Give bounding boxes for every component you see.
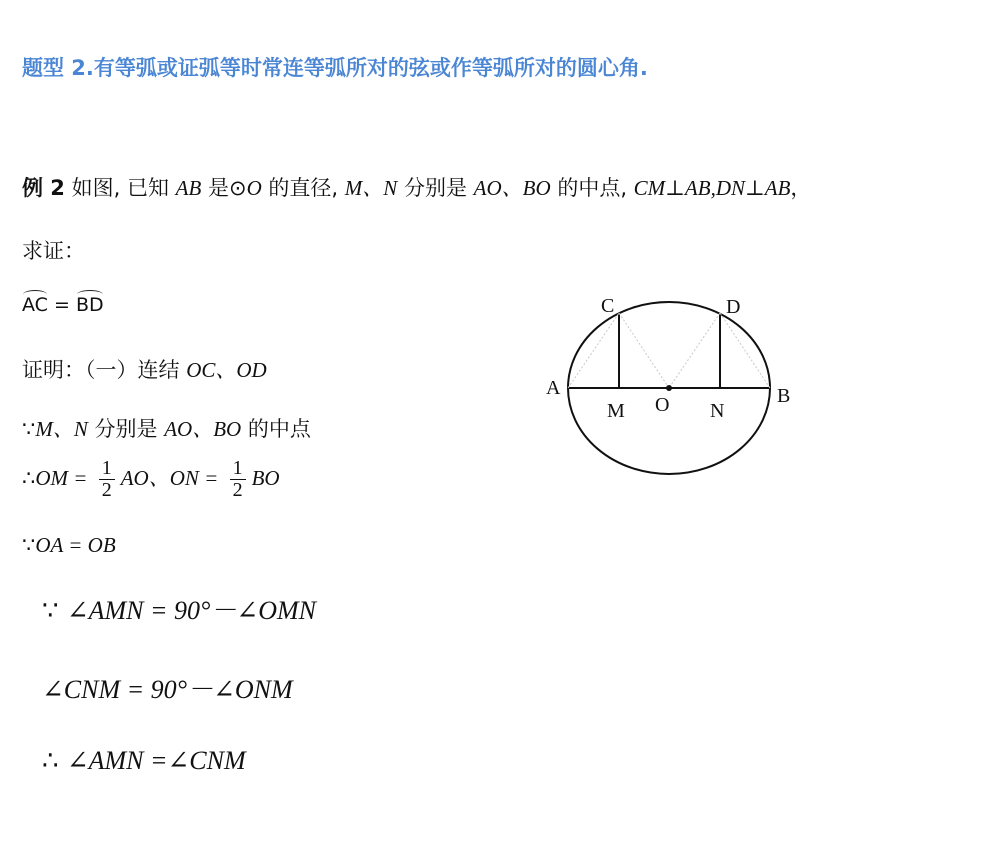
circle-figure — [540, 285, 810, 485]
proof-step-2-text: 分别是 — [87, 417, 165, 441]
prove-label: 求证： — [22, 239, 85, 263]
problem-math-ab: AB — [175, 176, 202, 200]
because-symbol: ∵ — [22, 417, 36, 441]
fraction-denominator: 2 — [232, 479, 243, 501]
proof-step-2-math-2: AO、BO — [164, 417, 242, 441]
proof-step-7 — [42, 746, 246, 776]
label-n: N — [710, 400, 725, 422]
goal-statement — [22, 290, 104, 316]
problem-math-aobo: AO、BO — [473, 176, 551, 200]
example-label: 例 2 — [22, 176, 65, 200]
label-d: D — [726, 296, 741, 318]
proof-step-7-math: ∠AMN =∠CNM — [66, 746, 246, 775]
problem-math-mn: M、N — [344, 176, 398, 200]
proof-step-5 — [42, 590, 316, 627]
label-a: A — [546, 377, 561, 399]
proof-step-1-label: 证明：（一）连结 — [22, 358, 187, 382]
proof-step-1-math: OC、OD — [186, 358, 267, 382]
problem-text-4: 分别是 — [397, 176, 474, 200]
proof-step-2-text-2: 的中点 — [241, 417, 311, 441]
proof-step-3-math-a: OM = — [35, 466, 93, 490]
proof-step-6 — [42, 669, 293, 706]
problem-text-3: 的直径, — [261, 176, 345, 200]
proof-step-2 — [22, 413, 311, 443]
segment-oc — [619, 313, 669, 388]
proof-step-2-math: M、N — [35, 417, 88, 441]
because-symbol: ∵ — [22, 533, 36, 557]
fraction-numerator: 1 — [99, 458, 115, 480]
problem-text-6: ， — [790, 176, 812, 200]
therefore-symbol: ∴ — [22, 466, 36, 490]
problem-text-1: 如图, 已知 — [64, 176, 176, 200]
fraction-half-2 — [230, 458, 246, 501]
label-o: O — [655, 394, 670, 416]
arc-ac: AC — [22, 290, 48, 316]
problem-text-5: 的中点, — [550, 176, 634, 200]
proof-step-6-math: ∠CNM = 90°－∠ONM — [42, 675, 293, 704]
proof-step-4-math: OA = OB — [35, 533, 116, 557]
label-m: M — [607, 400, 625, 422]
center-point-o — [666, 385, 672, 391]
proof-step-3 — [22, 458, 280, 501]
fraction-numerator: 1 — [230, 458, 246, 480]
proof-step-5-math: ∠AMN = 90°－∠OMN — [66, 596, 316, 625]
section-heading: 题型 2.有等弧或证弧等时常连等弧所对的弦或作等弧所对的圆心角. — [22, 56, 648, 80]
problem-statement — [22, 172, 811, 202]
arc-bd: BD — [76, 290, 104, 316]
segment-od — [669, 313, 720, 388]
proof-step-3-math-c: BO — [251, 466, 280, 490]
fraction-half-1 — [99, 458, 115, 501]
label-c: C — [601, 295, 615, 317]
therefore-symbol: ∴ — [42, 746, 59, 776]
problem-math-conditions: CM⊥AB,DN⊥AB — [633, 176, 791, 200]
because-symbol: ∵ — [42, 596, 59, 626]
problem-math-o: O — [246, 176, 262, 200]
proof-step-1 — [22, 354, 267, 384]
segment-ac — [568, 313, 619, 388]
label-b: B — [777, 385, 791, 407]
proof-step-3-math-b: AO、ON = — [120, 466, 224, 490]
proof-step-4 — [22, 533, 116, 558]
segment-bd — [720, 313, 770, 388]
fraction-denominator: 2 — [101, 479, 112, 501]
goal-equals: = — [47, 294, 76, 316]
problem-text-2: 是⊙ — [201, 176, 247, 200]
